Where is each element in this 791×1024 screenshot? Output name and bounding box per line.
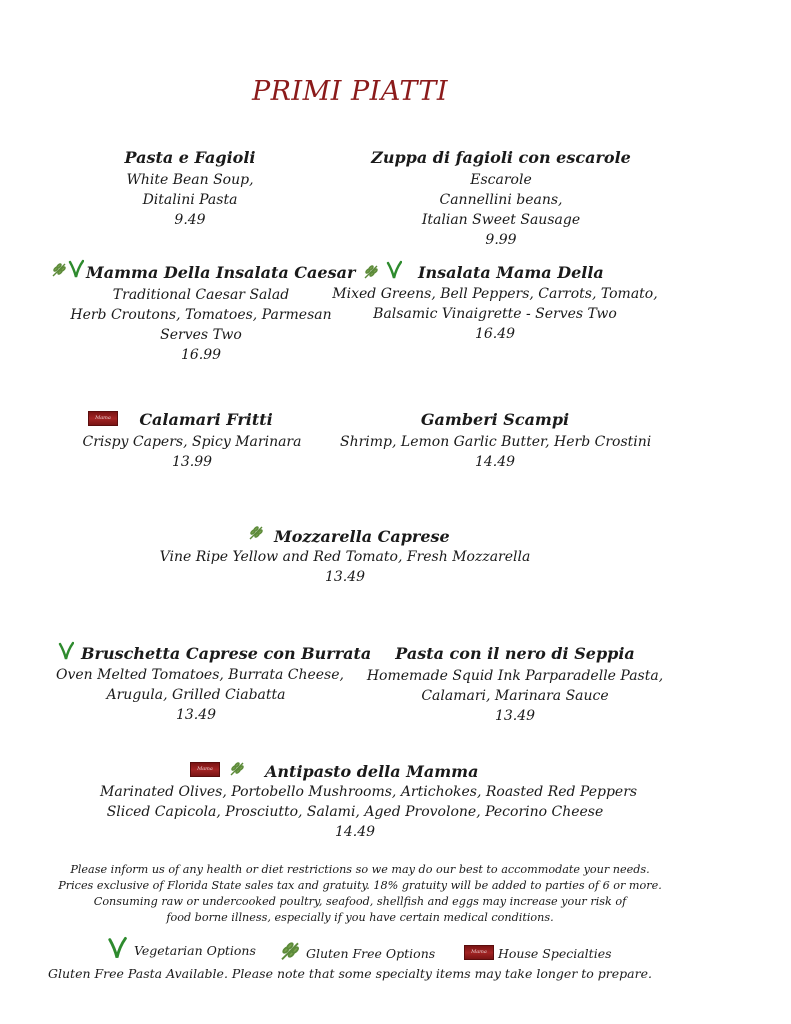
menu-item-caesar [66,261,356,365]
page-title: PRIMI PIATTI [251,76,449,107]
house-specialty-icon: Mama [464,945,494,960]
item-description: Oven Melted Tomatoes, Burrata Cheese, [56,667,344,683]
item-description: Shrimp, Lemon Garlic Butter, Herb Crostini [340,434,652,450]
item-price: 14.49 [474,454,516,470]
menu-item-zuppa [346,146,656,250]
note-line: food borne illness, especially if you have certain medical conditions. [166,911,554,924]
item-description: Cannellini beans, [439,192,563,208]
item-price: 16.99 [180,347,222,363]
menu-item-pasta-fagioli [90,146,290,230]
house-specialty-icon: Mama [190,762,220,777]
item-description: Serves Two [160,327,242,343]
item-name: Insalata Mama Della [418,263,604,282]
menu-item-caprese [140,547,550,587]
item-price: 9.99 [485,232,517,248]
item-price: 13.49 [324,569,366,585]
note-line: Prices exclusive of Florida State sales tax and gratuity. 18% gratuity will be added to parties of 6 or more. [58,879,662,892]
item-description: Marinated Olives, Portobello Mushrooms, Artichokes, Roasted Red Peppers [100,784,638,800]
item-name: Calamari Fritti [139,410,273,429]
item-name: Zuppa di fagioli con escarole [371,148,631,167]
gluten-free-icon [247,523,265,541]
vegetarian-icon [386,260,402,280]
gluten-free-icon [228,759,246,777]
vegetarian-icon [58,641,74,661]
menu-item-seppia [360,642,670,726]
item-price: 9.49 [174,212,206,228]
item-description: Vine Ripe Yellow and Red Tomato, Fresh Mozzarella [159,549,531,565]
gluten-free-icon [362,262,380,280]
item-price: 14.49 [334,824,376,840]
item-price: 13.49 [175,707,217,723]
note-line: Consuming raw or undercooked poultry, seafood, shellfish and eggs may increase your risk of [93,895,627,908]
legend-gluten-free: Gluten Free Options [306,946,436,961]
item-name: Mamma Della Insalata Caesar [86,263,356,282]
item-description: Mixed Greens, Bell Peppers, Carrots, Tomato, [332,286,658,302]
item-description: Crispy Capers, Spicy Marinara [82,434,302,450]
menu-item-calamari [72,408,312,472]
menu-item-insalata [330,284,660,344]
item-name: Antipasto della Mamma [265,762,479,781]
item-price: 13.99 [171,454,213,470]
menu-item-antipasto [100,782,638,842]
item-price: 13.49 [494,708,536,724]
menu-item-bruschetta [56,665,344,725]
item-name: Pasta con il nero di Seppia [395,644,635,663]
vegetarian-icon [106,936,128,960]
item-name: Mozzarella Caprese [274,527,450,546]
item-description: Calamari, Marinara Sauce [421,688,609,704]
item-description: Homemade Squid Ink Parparadelle Pasta, [366,668,664,684]
footer-note: Gluten Free Pasta Available. Please note that some specialty items may take longer to prepare. [48,966,652,981]
item-price: 16.49 [474,326,516,342]
legend-house-specialties: House Specialties [498,946,612,961]
item-description: Escarole [470,172,532,188]
gluten-free-icon [278,938,302,962]
disclaimer-notes [0,862,720,926]
item-name: Bruschetta Caprese con Burrata [81,644,372,663]
item-description: Arugula, Grilled Ciabatta [106,687,286,703]
item-description: Sliced Capicola, Prosciutto, Salami, Aged Provolone, Pecorino Cheese [106,804,604,820]
item-description: Herb Croutons, Tomatoes, Parmesan [70,307,332,323]
item-description: Ditalini Pasta [142,192,238,208]
item-description: Balsamic Vinaigrette - Serves Two [373,306,617,322]
legend-vegetarian: Vegetarian Options [134,943,256,958]
house-specialty-icon: Mama [88,411,118,426]
menu-item-gamberi [340,408,650,472]
item-description: White Bean Soup, [126,172,254,188]
note-line: Please inform us of any health or diet restrictions so we may do our best to accommodate your needs. [70,863,650,876]
item-name: Pasta e Fagioli [124,148,256,167]
item-name: Gamberi Scampi [420,410,570,429]
item-description: Italian Sweet Sausage [421,212,581,228]
item-description: Traditional Caesar Salad [112,287,290,303]
